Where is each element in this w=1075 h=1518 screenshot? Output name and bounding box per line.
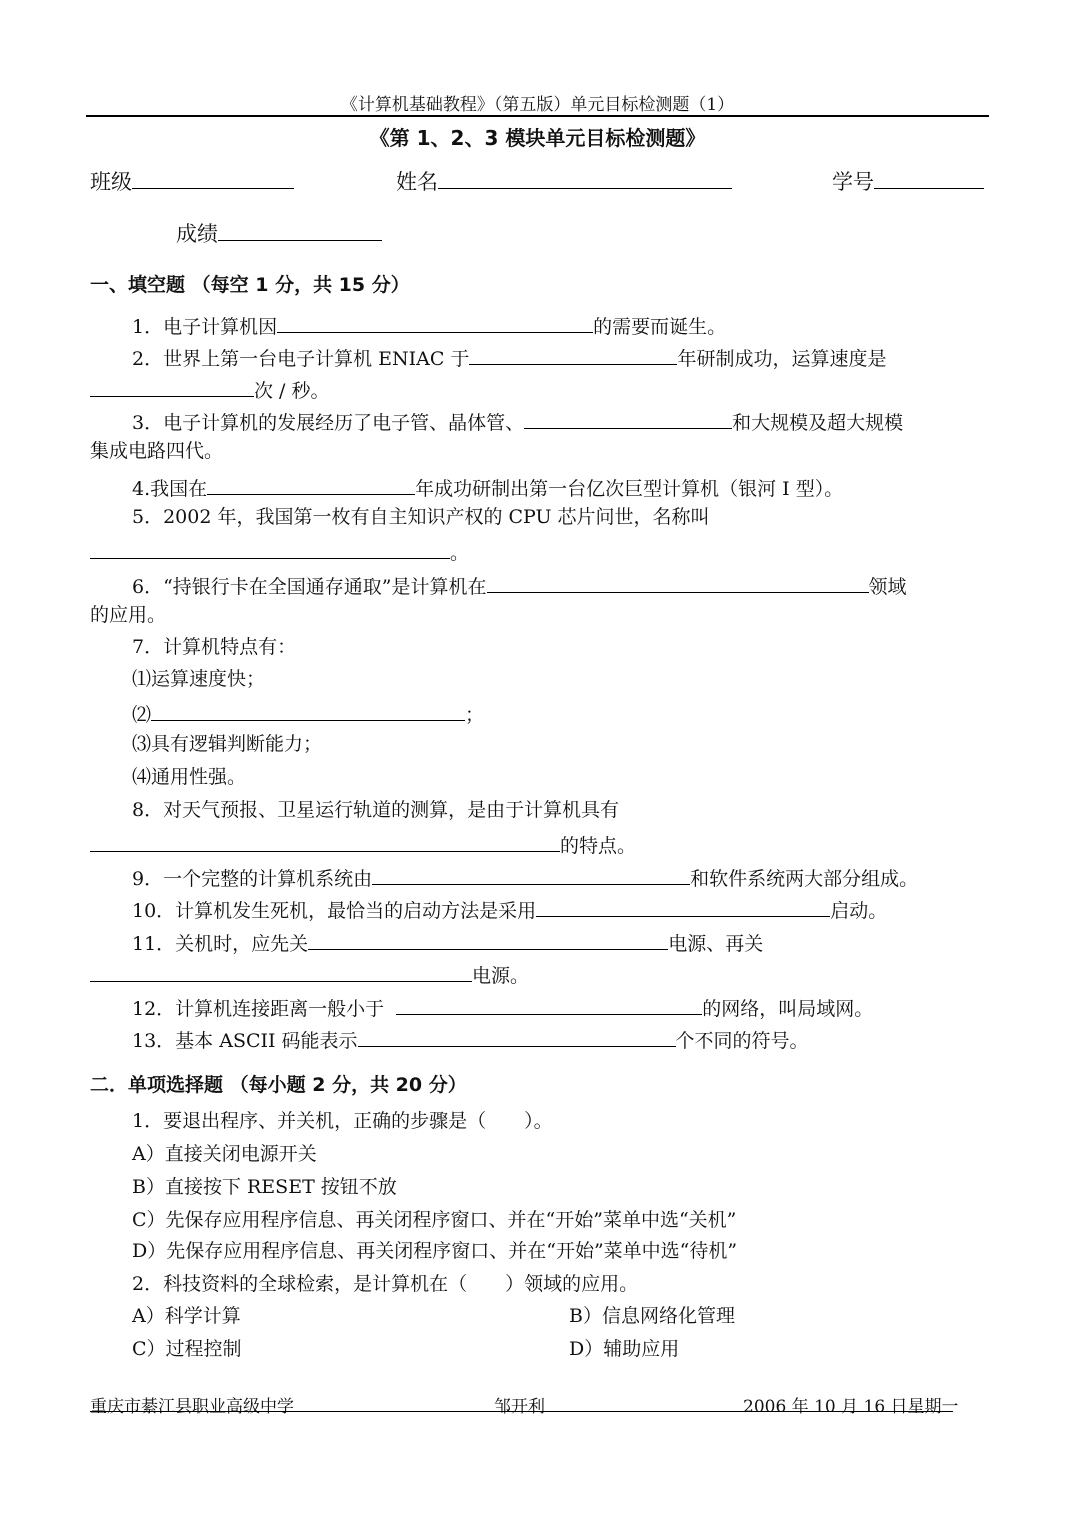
- answer-blank[interactable]: [90, 378, 254, 397]
- name-field: [396, 166, 732, 196]
- option-2-2-c[interactable]: C）过程控制: [132, 1338, 242, 1360]
- answer-blank[interactable]: [469, 346, 677, 365]
- footer-date: 2006 年 10 月 16 日星期一: [743, 1397, 959, 1417]
- question-2-2: 2．科技资料的全球检索，是计算机在（ ）领域的应用。: [132, 1273, 639, 1295]
- question-1-8-cont: 的特点。: [90, 833, 636, 856]
- option-2-1-c[interactable]: C）先保存应用程序信息、再关闭程序窗口、并在“开始”菜单中选“关机”: [132, 1209, 737, 1231]
- footer-author: 邹开利: [494, 1397, 545, 1417]
- footer-rule: [90, 1411, 953, 1412]
- score-label: 成绩: [176, 222, 218, 246]
- student-id-blank[interactable]: [874, 170, 984, 189]
- page-header: 《计算机基础教程》（第五版）单元目标检测题（1）: [340, 95, 735, 115]
- page-title: 《第 1、2、3 模块单元目标检测题》: [369, 126, 706, 150]
- question-1-2-cont: 次 / 秒。: [90, 378, 329, 401]
- score-blank[interactable]: [218, 222, 382, 241]
- class-blank[interactable]: [132, 170, 294, 189]
- question-1-9: 9．一个完整的计算机系统由 和软件系统两大部分组成。: [132, 868, 919, 890]
- student-id-field: [832, 166, 984, 196]
- question-1-4: 4.我国在 年成功研制出第一台亿次巨型计算机（银河 I 型）。: [132, 478, 844, 500]
- option-2-1-a[interactable]: A）直接关闭电源开关: [132, 1143, 317, 1165]
- answer-blank[interactable]: [372, 866, 690, 885]
- answer-blank[interactable]: [207, 476, 415, 495]
- question-1-3: 3．电子计算机的发展经历了电子管、晶体管、 和大规模及超大规模: [132, 412, 904, 434]
- class-label: 班级: [90, 170, 132, 194]
- footer-school: 重庆市綦江县职业高级中学: [90, 1397, 294, 1417]
- answer-blank[interactable]: [358, 1028, 676, 1047]
- answer-blank[interactable]: [396, 996, 702, 1015]
- answer-blank[interactable]: [277, 314, 593, 333]
- question-1-7-item-4: ⑷通用性强。: [132, 766, 247, 788]
- question-1-2: 2．世界上第一台电子计算机 ENIAC 于 年研制成功，运算速度是: [132, 348, 887, 370]
- option-2-1-d[interactable]: D）先保存应用程序信息、再关闭程序窗口、并在“开始”菜单中选“待机”: [132, 1240, 738, 1262]
- question-1-7-item-2: ⑵ ；: [132, 704, 485, 726]
- question-1-7-item-3: ⑶具有逻辑判断能力；: [132, 733, 323, 755]
- question-1-7-item-1: ⑴运算速度快；: [132, 668, 266, 690]
- question-1-6: 6．“持银行卡在全国通存通取”是计算机在 领域: [132, 576, 907, 598]
- answer-blank[interactable]: [90, 963, 472, 982]
- answer-blank[interactable]: [487, 574, 869, 593]
- answer-blank[interactable]: [90, 833, 560, 852]
- answer-blank[interactable]: [151, 702, 465, 721]
- answer-blank[interactable]: [90, 540, 450, 559]
- option-2-2-a[interactable]: A）科学计算: [132, 1305, 241, 1327]
- name-label: 姓名: [396, 170, 438, 194]
- section-fill-in-title: 一、填空题 （每空 1 分，共 15 分）: [90, 274, 410, 296]
- option-2-1-b[interactable]: B）直接按下 RESET 按钮不放: [132, 1176, 397, 1198]
- score-field: [176, 218, 382, 248]
- question-1-13: 13．基本 ASCII 码能表示 个不同的符号。: [132, 1030, 809, 1052]
- option-2-2-d[interactable]: D）辅助应用: [569, 1338, 680, 1360]
- section-choice-title: 二．单项选择题 （每小题 2 分，共 20 分）: [90, 1074, 467, 1096]
- answer-blank[interactable]: [524, 410, 732, 429]
- student-id-label: 学号: [832, 170, 874, 194]
- answer-blank[interactable]: [536, 898, 830, 917]
- question-1-7: 7．计算机特点有：: [132, 636, 297, 658]
- name-blank[interactable]: [438, 170, 732, 189]
- answer-blank[interactable]: [308, 931, 668, 950]
- header-rule: [86, 115, 989, 117]
- question-1-11-cont: 电源。: [90, 963, 529, 986]
- question-1-6-cont: 的应用。: [90, 604, 167, 626]
- option-2-2-b[interactable]: B）信息网络化管理: [569, 1305, 735, 1327]
- question-1-5-cont: 。: [90, 540, 469, 563]
- question-1-11: 11．关机时，应先关 电源、再关: [132, 933, 764, 955]
- question-1-3-cont: 集成电路四代。: [90, 440, 224, 462]
- question-1-8: 8．对天气预报、卫星运行轨道的测算，是由于计算机具有: [132, 799, 620, 821]
- question-2-1: 1．要退出程序、并关机，正确的步骤是（ ）。: [132, 1110, 553, 1132]
- question-1-1: 1．电子计算机因 的需要而诞生。: [132, 316, 727, 338]
- question-1-12: 12．计算机连接距离一般小于 的网络，叫局域网。: [132, 998, 874, 1020]
- class-field: [90, 166, 294, 196]
- question-1-5: 5．2002 年，我国第一枚有自主知识产权的 CPU 芯片问世，名称叫: [132, 506, 710, 528]
- question-1-10: 10．计算机发生死机，最恰当的启动方法是采用 启动。: [132, 900, 888, 922]
